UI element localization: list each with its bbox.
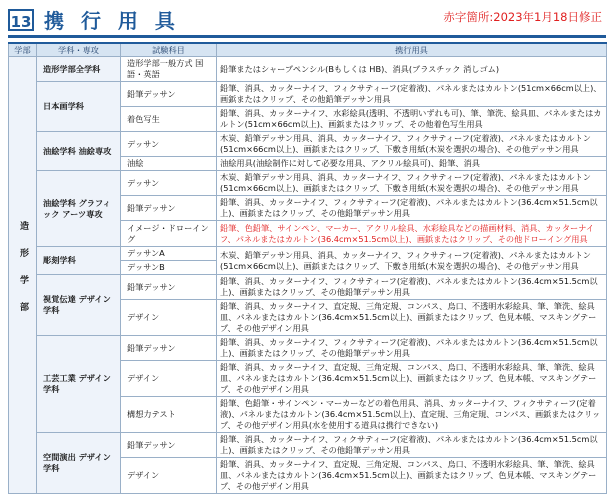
subject-cell: デザイン bbox=[121, 361, 217, 397]
department-cell bbox=[9, 57, 37, 494]
department-label: 造形学部 bbox=[18, 221, 28, 329]
subject-cell: 鉛筆デッサン bbox=[121, 275, 217, 300]
items-cell: 鉛筆、消具、カッターナイフ、フィクサティーフ(定着液)、パネルまたはカルトン(36.4cm×51.5cm以上)、画鋲またはクリップ、その他鉛筆デッサン用具 bbox=[217, 336, 607, 361]
major-cell: 工芸工業 デザイン学科 bbox=[37, 336, 121, 433]
table-row bbox=[9, 132, 607, 157]
major-cell: 視覚伝達 デザイン学科 bbox=[37, 275, 121, 336]
table-row bbox=[9, 336, 607, 361]
major-cell: 日本画学科 bbox=[37, 82, 121, 132]
subject-cell: イメージ・ドローイング bbox=[121, 221, 217, 247]
subject-cell: 着色写生 bbox=[121, 107, 217, 132]
equipment-table bbox=[8, 42, 607, 494]
subject-cell: デッサンA bbox=[121, 247, 217, 261]
subject-cell: 鉛筆デッサン bbox=[121, 196, 217, 221]
column-header: 携行用具 bbox=[217, 43, 607, 57]
correction-notice: 赤字箇所:2023年1月18日修正 bbox=[443, 10, 602, 24]
items-cell: 油絵用具(油絵制作に対して必要な用具、アクリル絵具可)、鉛筆、消具 bbox=[217, 157, 607, 171]
items-cell: 鉛筆、消具、カッターナイフ、フィクサティーフ(定着液)、パネルまたはカルトン(36.4cm×51.5cm以上)、画鋲またはクリップ、その他鉛筆デッサン用具 bbox=[217, 275, 607, 300]
items-cell: 鉛筆、色鉛筆・サインペン・マーカーなどの着色用具、消具、カッターナイフ、フィクサティーフ(定着液)、パネルまたはカルトン(36.4cm×51.5cm以上)、直定規、三角定規、コンパス、画鋲またはクリップ、その他デザイン用具(水を使用する道具は携行できない) bbox=[217, 397, 607, 433]
column-header: 学科・専攻 bbox=[37, 43, 121, 57]
major-cell: 空間演出 デザイン学科 bbox=[37, 433, 121, 494]
column-header: 学部 bbox=[9, 43, 37, 57]
page-header bbox=[8, 7, 606, 37]
items-cell: 鉛筆、消具、カッターナイフ、フィクサティーフ(定着液)、パネルまたはカルトン(36.4cm×51.5cm以上)、画鋲またはクリップ、その他鉛筆デッサン用具 bbox=[217, 433, 607, 458]
table-row bbox=[9, 57, 607, 82]
subject-cell: デッサン bbox=[121, 132, 217, 157]
subject-cell: デッサン bbox=[121, 171, 217, 196]
table-row bbox=[9, 247, 607, 261]
subject-cell: デザイン bbox=[121, 300, 217, 336]
table-row bbox=[9, 433, 607, 458]
title-underline bbox=[8, 35, 606, 38]
table-row bbox=[9, 171, 607, 196]
subject-cell: デッサンB bbox=[121, 261, 217, 275]
subject-cell: 鉛筆デッサン bbox=[121, 336, 217, 361]
items-cell: 鉛筆、消具、カッターナイフ、直定規、三角定規、コンパス、烏口、不透明水彩絵具、筆、筆洗、絵具皿、パネルまたはカルトン(36.4cm×51.5cm以上)、画鋲またはクリップ、色見本帳、マスキングテープ、その他デザイン用具 bbox=[217, 300, 607, 336]
section-number-badge: 13 bbox=[8, 9, 34, 31]
major-cell: 油絵学科 グラフィック アーツ専攻 bbox=[37, 171, 121, 247]
table-header-row bbox=[9, 43, 607, 57]
page-title: 携 行 用 具 bbox=[44, 9, 180, 33]
items-cell: 木炭、鉛筆デッサン用具、消具、カッターナイフ、フィクサティーフ(定着液)、パネルまたはカルトン(51cm×66cm以上)、画鋲またはクリップ、下敷き用紙(木炭を選択の場合)、その他デッサン用具 bbox=[217, 171, 607, 196]
items-cell: 木炭、鉛筆デッサン用具、消具、カッターナイフ、フィクサティーフ(定着液)、パネルまたはカルトン(51cm×66cm以上)、画鋲またはクリップ、下敷き用紙(木炭を選択の場合)、その他デッサン用具 bbox=[217, 247, 607, 275]
table-row bbox=[9, 275, 607, 300]
major-cell: 油絵学科 油絵専攻 bbox=[37, 132, 121, 171]
items-cell: 鉛筆またはシャープペンシル(Bもしくは HB)、消具(プラスチック 消しゴム) bbox=[217, 57, 607, 82]
column-header: 試験科目 bbox=[121, 43, 217, 57]
items-cell: 木炭、鉛筆デッサン用具、消具、カッターナイフ、フィクサティーフ(定着液)、パネルまたはカルトン(51cm×66cm以上)、画鋲またはクリップ、下敷き用紙(木炭を選択の場合)、その他デッサン用具 bbox=[217, 132, 607, 157]
items-cell: 鉛筆、消具、カッターナイフ、水彩絵具(透明、不透明いずれも可)、筆、筆洗、絵具皿、パネルまたはカルトン(51cm×66cm以上)、画鋲またはクリップ、その他着色写生用具 bbox=[217, 107, 607, 132]
items-cell: 鉛筆、消具、カッターナイフ、フィクサティーフ(定着液)、パネルまたはカルトン(51cm×66cm以上)、画鋲またはクリップ、その他鉛筆デッサン用具 bbox=[217, 82, 607, 107]
subject-cell: デザイン bbox=[121, 458, 217, 494]
subject-cell: 鉛筆デッサン bbox=[121, 433, 217, 458]
major-cell: 彫刻学科 bbox=[37, 247, 121, 275]
items-cell: 鉛筆、消具、カッターナイフ、フィクサティーフ(定着液)、パネルまたはカルトン(36.4cm×51.5cm以上)、画鋲またはクリップ、その他鉛筆デッサン用具 bbox=[217, 196, 607, 221]
subject-cell: 鉛筆デッサン bbox=[121, 82, 217, 107]
subject-cell: 造形学部一般方式 国語・英語 bbox=[121, 57, 217, 82]
subject-cell: 構想力テスト bbox=[121, 397, 217, 433]
items-cell: 鉛筆、消具、カッターナイフ、直定規、三角定規、コンパス、烏口、不透明水彩絵具、筆、筆洗、絵具皿、パネルまたはカルトン(36.4cm×51.5cm以上)、画鋲またはクリップ、色見本帳、マスキングテープ、その他デザイン用具 bbox=[217, 361, 607, 397]
table-row bbox=[9, 82, 607, 107]
items-cell-corrected: 鉛筆、色鉛筆、サインペン、マーカー、アクリル絵具、水彩絵具などの描画材料、消具、カッターナイフ、パネルまたはカルトン(36.4cm×51.5cm以上)、画鋲またはクリップ、その他ドローイング用具 bbox=[217, 221, 607, 247]
items-cell: 鉛筆、消具、カッターナイフ、直定規、三角定規、コンパス、烏口、不透明水彩絵具、筆、筆洗、絵具皿、パネルまたはカルトン(36.4cm×51.5cm以上)、画鋲またはクリップ、色見本帳、マスキングテープ、その他デザイン用具 bbox=[217, 458, 607, 494]
subject-cell: 油絵 bbox=[121, 157, 217, 171]
major-cell: 造形学部全学科 bbox=[37, 57, 121, 82]
